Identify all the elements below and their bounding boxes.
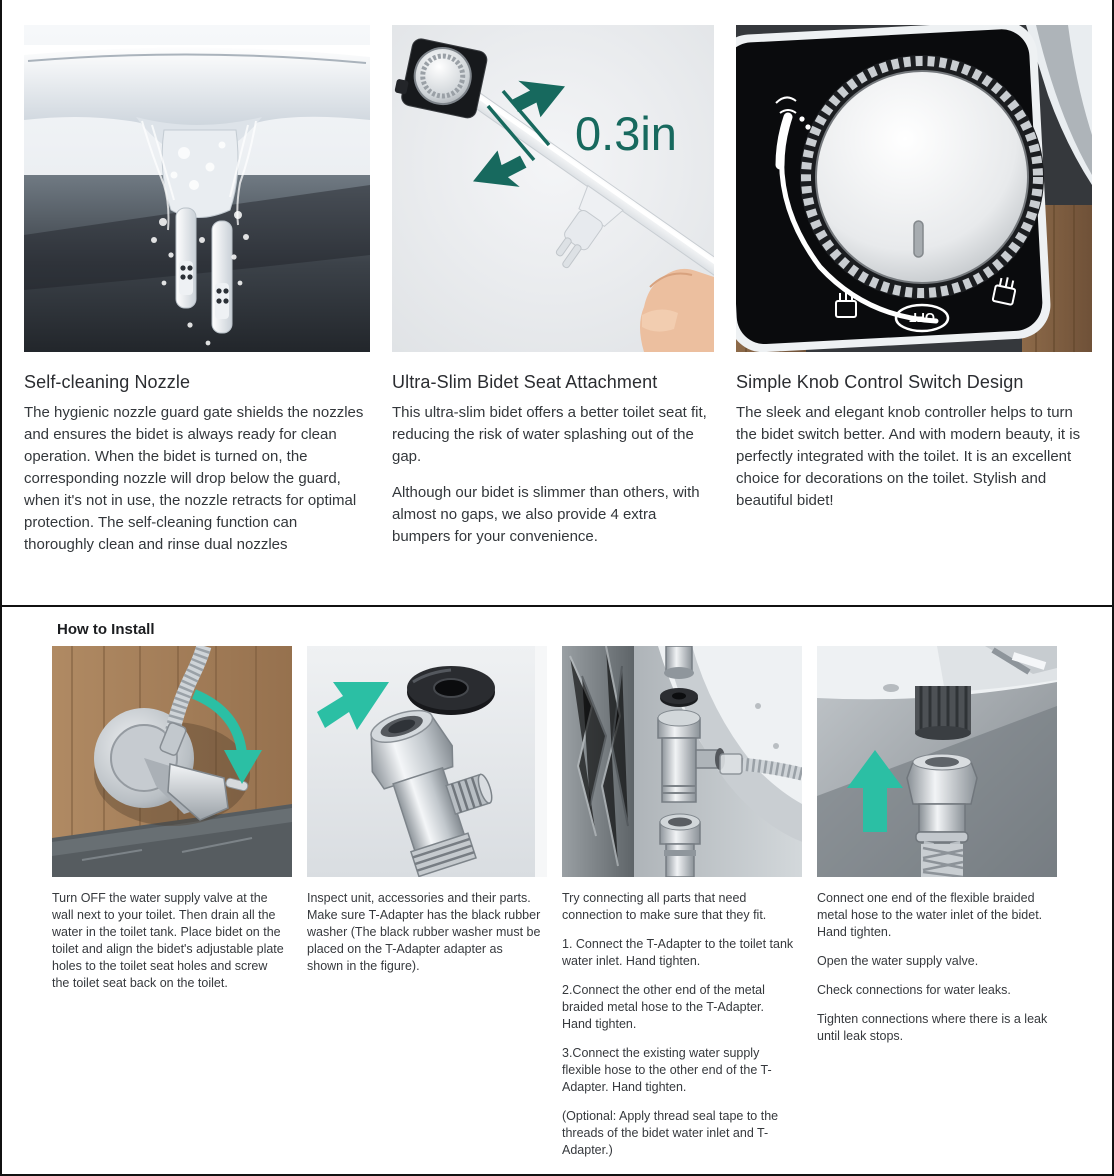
nozzle-spray-illustration (24, 25, 370, 352)
supply-connector (660, 814, 700, 877)
gap-size-label: 0.3in (575, 107, 677, 160)
ultra-slim-illustration (392, 25, 714, 352)
step-paragraph: Tighten connections where there is a leak until leak stops. (817, 1012, 1048, 1043)
step-paragraph: Inspect unit, accessories and their parts. Make sure T-Adapter has the black rubber washer (The black rubber washer must be placed on the T-Adapter adapter as shown in the figure). (307, 891, 541, 973)
step-paragraph: (Optional: Apply thread seal tape to the threads of the bidet water inlet and T-Adapter.) (562, 1109, 779, 1157)
t-adapter-illustration (307, 646, 547, 877)
hose-nut (720, 754, 742, 774)
bidet-inlet-image (817, 646, 1057, 877)
chrome-knob (800, 55, 1044, 299)
rubber-washer (407, 666, 495, 715)
bidet-inlet-illustration (817, 646, 1057, 877)
feature-paragraph: This ultra-slim bidet offers a better toilet seat fit, reducing the risk of water splashing out of the gap. (392, 404, 707, 465)
step-paragraph: 2.Connect the other end of the metal braided metal hose to the T-Adapter. Hand tighten. (562, 983, 765, 1031)
feature-section (2, 0, 1112, 605)
install-heading: How to Install (57, 621, 155, 638)
feature-paragraph: The sleek and elegant knob controller helps to turn the bidet switch better. And with modern beauty, it is perfectly integrated with the toilet. It is an excellent choice for decorations on the toilet. Stylish and beautiful bidet! (736, 404, 1081, 509)
install-steps (2, 646, 1112, 1159)
step-paragraph: 3.Connect the existing water supply flexible hose to the other end of the T-Adapter. Hand tighten. (562, 1046, 772, 1094)
nozzle-spray-image (24, 25, 370, 352)
step-paragraph: Try connecting all parts that need connection to make sure that they fit. (562, 891, 767, 922)
off-label: OFF (909, 310, 935, 325)
install-step-4 (817, 646, 1057, 1159)
feature-paragraph: The hygienic nozzle guard gate shields the nozzles and ensures the bidet is always ready for clean operation. When the bidet is turned on, the corresponding nozzle will drop below the guard, when it's not in use, the nozzle retracts for optimal protection. The self-cleaning function can thoroughly clean and rinse dual nozzles (24, 404, 364, 553)
tank-connection-illustration (562, 646, 802, 877)
feature-paragraph: Although our bidet is slimmer than others, with almost no gaps, we also provide 4 extra bumpers for your convenience. (392, 484, 700, 545)
step-paragraph: Connect one end of the flexible braided metal hose to the water inlet of the bidet. Hand tighten. (817, 891, 1043, 939)
valve-illustration (52, 646, 292, 877)
feature-title: Self-cleaning Nozzle (24, 372, 191, 392)
install-section (2, 607, 1112, 1159)
tank-connection-image (562, 646, 802, 877)
t-adapter-image (307, 646, 547, 877)
step-paragraph: 1. Connect the T-Adapter to the toilet tank water inlet. Hand tighten. (562, 937, 794, 968)
install-step-2 (307, 646, 547, 1159)
install-step-3 (562, 646, 802, 1159)
feature-title: Ultra-Slim Bidet Seat Attachment (392, 372, 658, 392)
feature-knob-control (736, 25, 1092, 605)
knob-control-image (736, 25, 1092, 352)
water-supply-valve-image (52, 646, 292, 877)
water-inlet (915, 686, 971, 740)
ultra-slim-image (392, 25, 714, 352)
install-step-1 (52, 646, 292, 1159)
feature-title: Simple Knob Control Switch Design (736, 372, 1024, 392)
knob-control-illustration (736, 25, 1092, 352)
step-paragraph: Check connections for water leaks. (817, 983, 1011, 997)
step-paragraph: Open the water supply valve. (817, 954, 979, 968)
knob-indicator (914, 221, 923, 257)
feature-self-cleaning-nozzle (24, 25, 370, 605)
feature-ultra-slim (392, 25, 714, 605)
step-paragraph: Turn OFF the water supply valve at the wall next to your toilet. Then drain all the water in the toilet tank. Place bidet on the toilet and align the bidet's adjustable plate holes to the toilet seat holes and screw the toilet seat back on the toilet. (52, 891, 284, 990)
